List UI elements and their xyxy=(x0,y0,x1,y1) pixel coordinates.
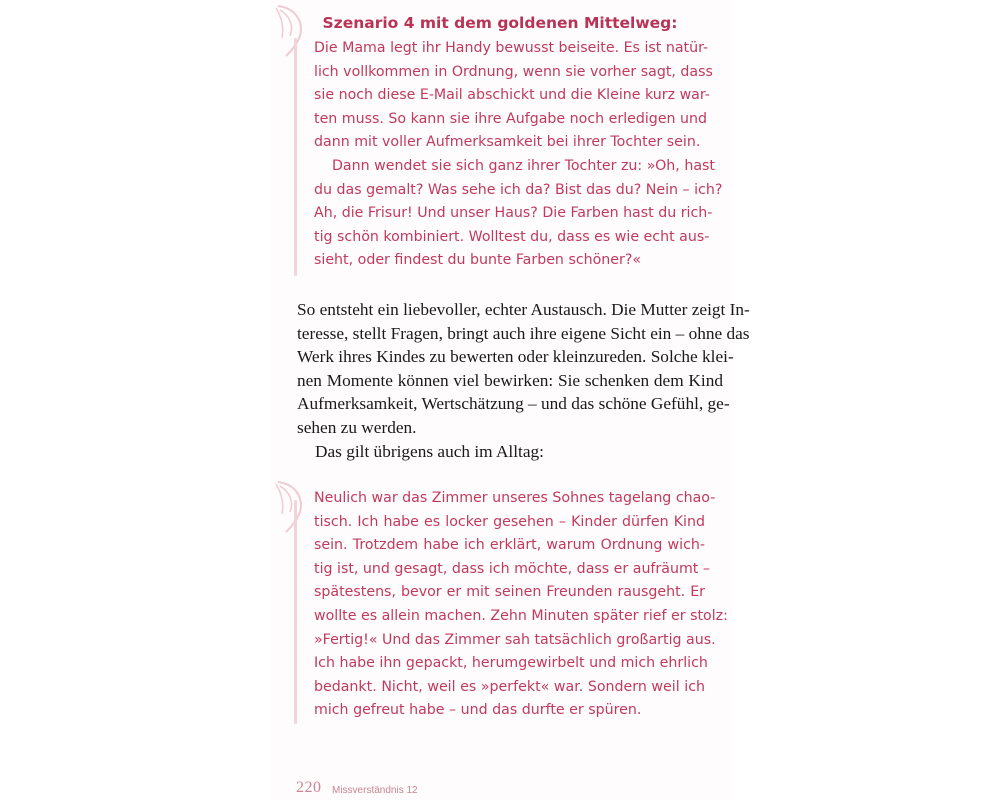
body-line: So entsteht ein liebevoller, echter Austausch. Die Mutter zeigt In- xyxy=(297,300,750,319)
example-line: tisch. Ich habe es locker gesehen – Kinder dürfen Kind xyxy=(314,513,705,530)
scenario-line: Die Mama legt ihr Handy bewusst beiseite. Es ist natür- xyxy=(314,40,709,56)
body-line: sehen zu werden. xyxy=(297,417,417,437)
body-line: teresse, stellt Fragen, bringt auch ihre eigene Sicht ein – ohne das xyxy=(297,323,750,343)
scenario-line: Dann wendet sie sich ganz ihrer Tochter zu: »Oh, hast xyxy=(332,157,715,174)
quote-bar xyxy=(294,38,297,276)
scenario-line: du das gemalt? Was sehe ich da? Bist das du? Nein – ich? xyxy=(314,181,723,198)
example-line: spätestens, bevor er mit seinen Freunden rausgeht. Er xyxy=(314,584,705,601)
body-line: Aufmerksamkeit, Wertschätzung – und das schöne Gefühl, ge- xyxy=(297,394,730,414)
leaf-ornament-icon xyxy=(272,478,308,534)
example-line: sein. Trotzdem habe ich erklärt, warum Ordnung wich- xyxy=(314,537,705,554)
example-line: mich gefreut habe – und das durfte er spüren. xyxy=(314,702,642,719)
chapter-label: Missverständnis 12 xyxy=(332,785,418,796)
example-block xyxy=(314,487,728,723)
scenario-line: lich vollkommen in Ordnung, wenn sie vorher sagt, dass xyxy=(314,63,713,80)
scenario-heading: Szenario 4 mit dem goldenen Mittelweg: xyxy=(322,14,678,32)
main-paragraph xyxy=(297,298,750,463)
scenario-block xyxy=(314,37,723,273)
scenario-line: ten muss. So kann sie ihre Aufgabe noch erledigen und xyxy=(314,110,708,127)
body-line: Das gilt übrigens auch im Alltag: xyxy=(315,441,544,461)
example-line: Ich habe ihn gepackt, herumgewirbelt und mich ehrlich xyxy=(314,655,708,672)
example-line: bedankt. Nicht, weil es »perfekt« war. Sondern weil ich xyxy=(314,678,705,695)
scenario-line: sieht, oder findest du bunte Farben schöner?« xyxy=(314,252,642,269)
scenario-line: tig schön kombiniert. Wolltest du, dass es wie echt aus- xyxy=(314,228,710,245)
body-line: nen Momente können viel bewirken: Sie schenken dem Kind xyxy=(297,370,723,390)
example-line: wollte es allein machen. Zehn Minuten später rief er stolz: xyxy=(314,607,728,624)
example-line: »Fertig!« Und das Zimmer sah tatsächlich großartig aus. xyxy=(314,631,716,648)
body-line: Werk ihres Kindes zu bewerten oder kleinzureden. Solche klei- xyxy=(297,347,734,367)
scenario-line: Ah, die Frisur! Und unser Haus? Die Farben hast du rich- xyxy=(314,205,713,222)
page-number: 220 xyxy=(296,779,322,796)
scenario-line: dann mit voller Aufmerksamkeit bei ihrer Tochter sein. xyxy=(314,134,701,151)
quote-bar xyxy=(294,500,297,724)
example-line: Neulich war das Zimmer unseres Sohnes tagelang chao- xyxy=(314,490,716,506)
example-line: tig ist, und gesagt, dass ich möchte, dass er aufräumt – xyxy=(314,560,710,577)
scenario-line: sie noch diese E-Mail abschickt und die Kleine kurz war- xyxy=(314,87,710,104)
